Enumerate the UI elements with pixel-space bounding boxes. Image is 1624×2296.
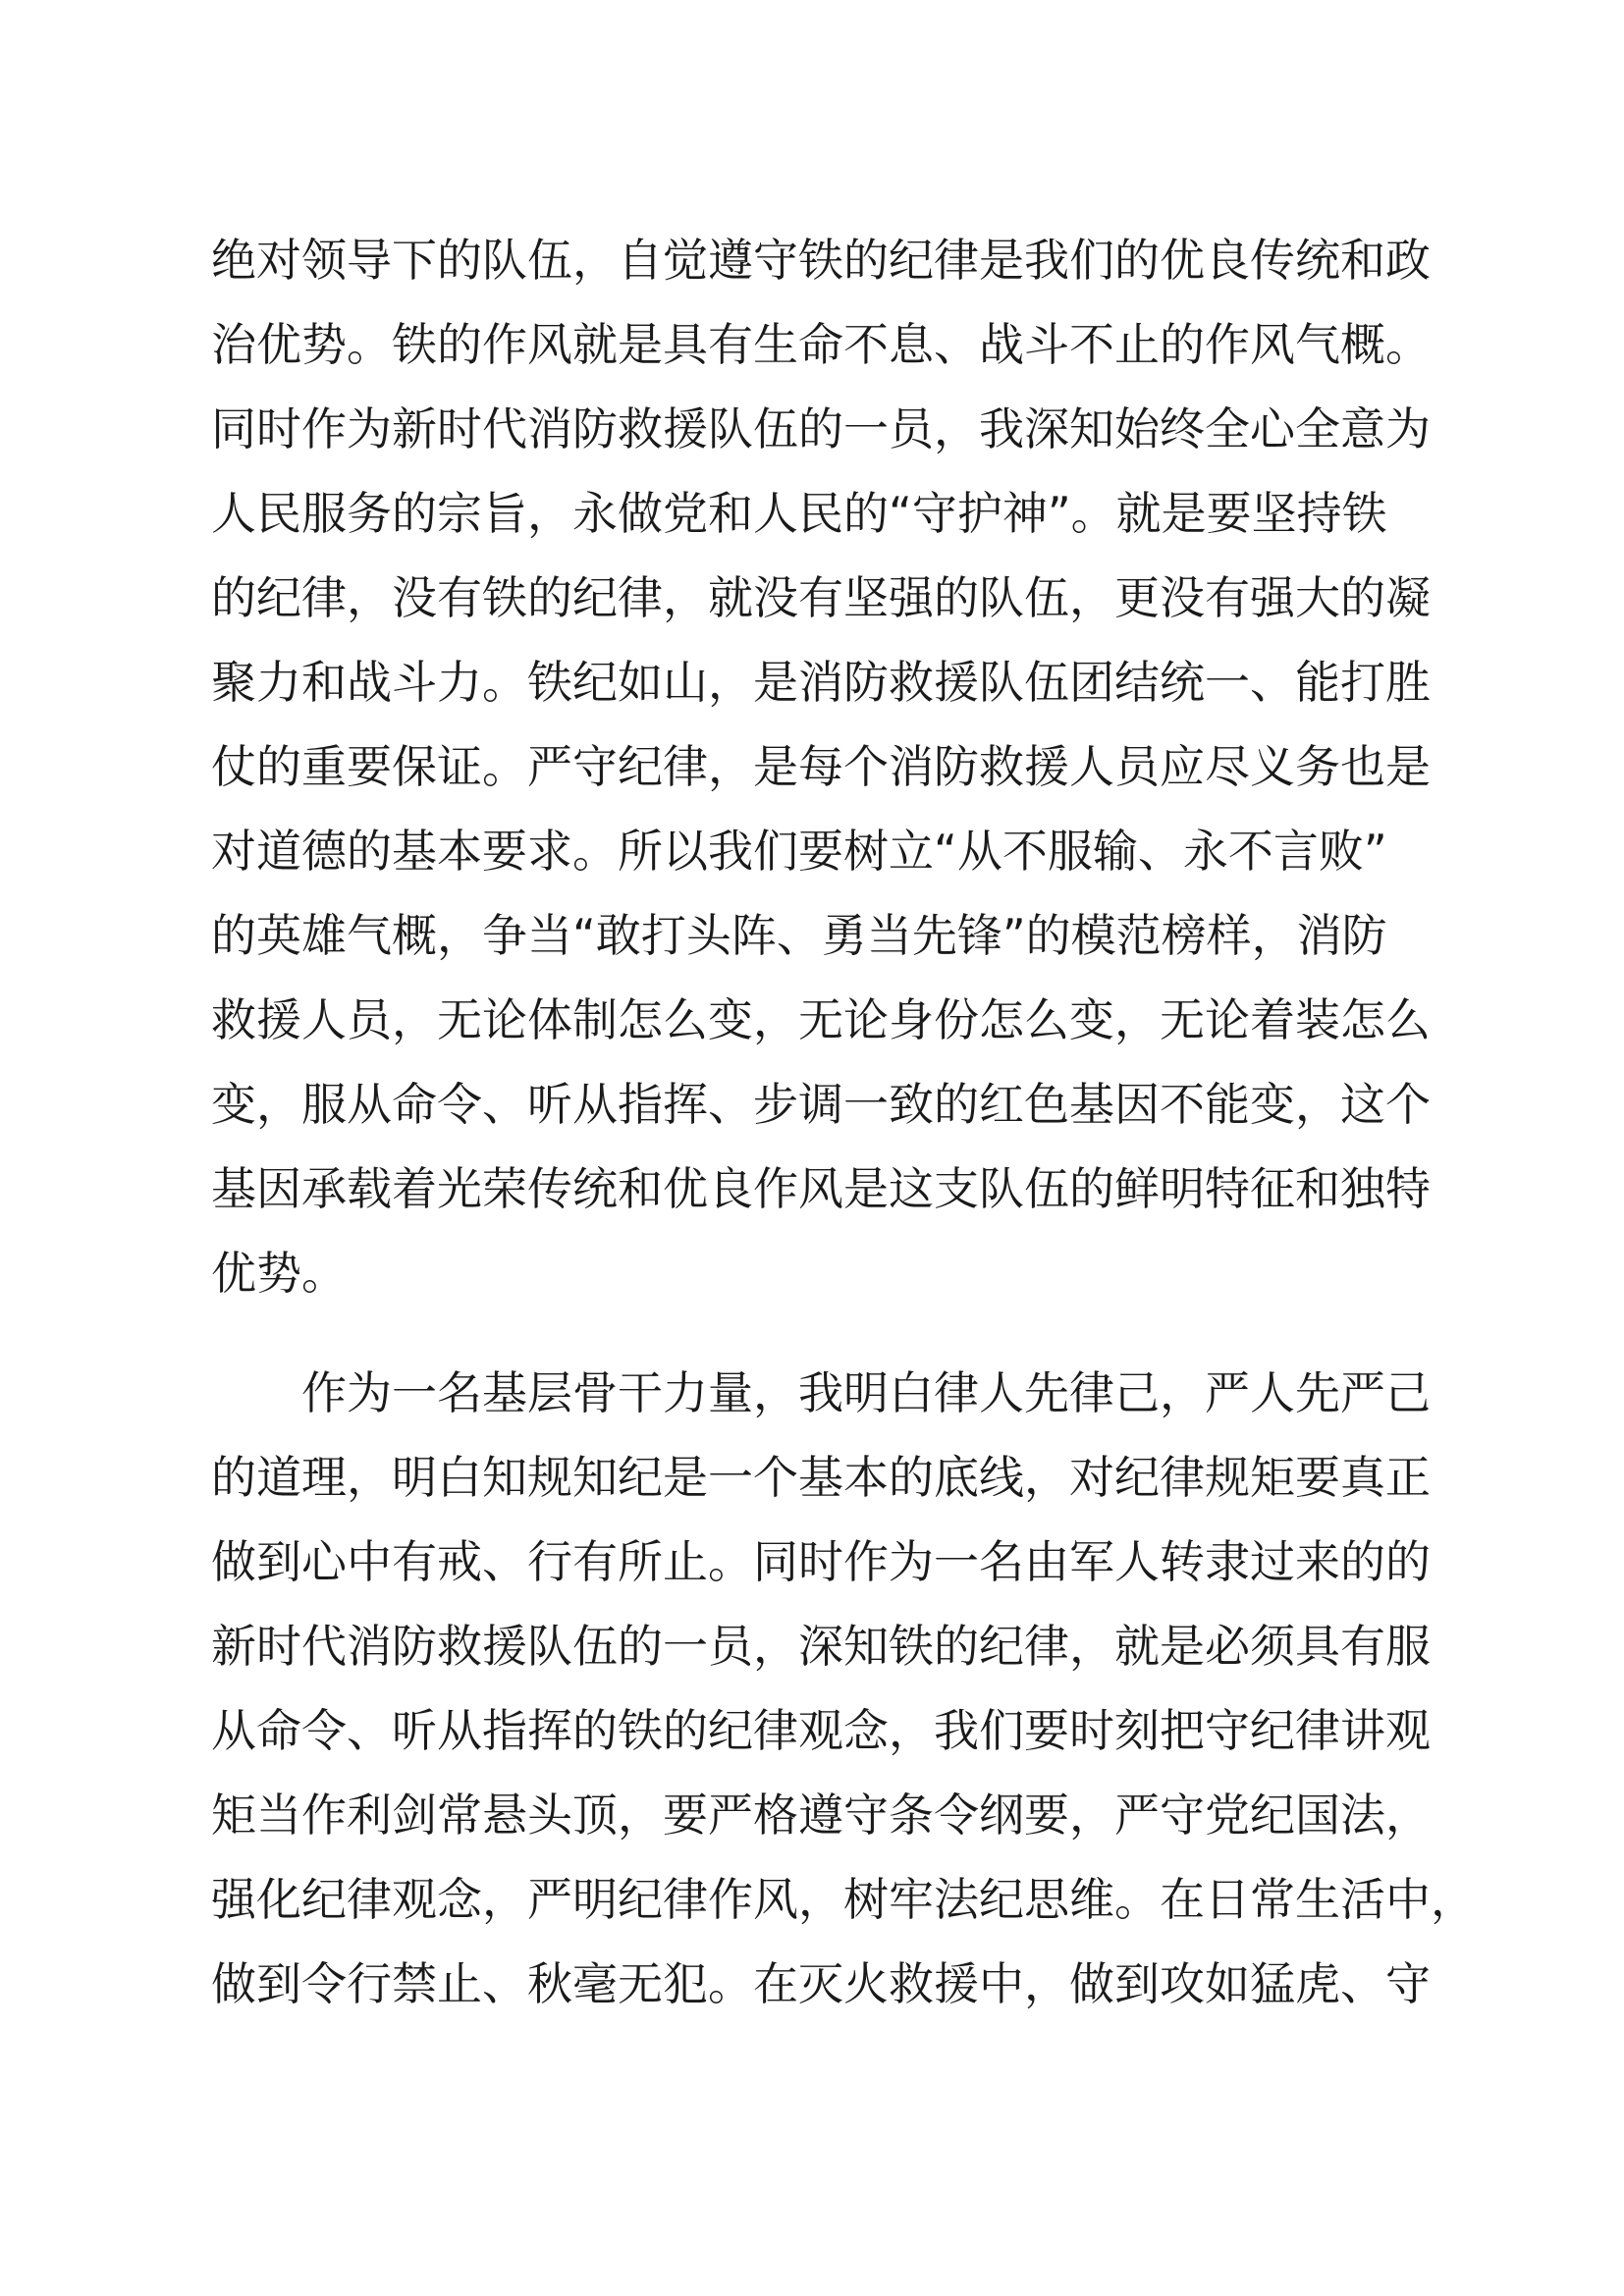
paragraph-2: [211, 1351, 1476, 2026]
text-line: 的英雄气概，争当“敢打头阵、勇当先锋”的模范榜样，消防: [211, 909, 1387, 962]
text-line: 的道理，明白知规知纪是一个基本的底线，对纪律规矩要真正: [211, 1451, 1431, 1504]
text-line: 变，服从命令、听从指挥、步调一致的红色基因不能变，这个: [211, 1078, 1431, 1131]
text-line: 矩当作利剑常悬头顶，要严格遵守条令纲要，严守党纪国法，: [211, 1789, 1431, 1842]
text-line: 聚力和战斗力。铁纪如山，是消防救援队伍团结统一、能打胜: [211, 656, 1431, 709]
text-line: 治优势。铁的作风就是具有生命不息、战斗不止的作风气概。: [211, 318, 1431, 371]
text-line: 强化纪律观念，严明纪律作风，树牢法纪思维。在日常生活中，: [211, 1873, 1476, 1926]
text-line: 从命令、听从指挥的铁的纪律观念，我们要时刻把守纪律讲观: [211, 1704, 1431, 1757]
text-line: 优势。: [211, 1247, 347, 1300]
text-line-indented: 作为一名基层骨干力量，我明白律人先律己，严人先严己: [301, 1366, 1431, 1419]
text-line: 基因承载着光荣传统和优良作风是这支队伍的鲜明特征和独特: [211, 1162, 1431, 1215]
text-line: 新时代消防救援队伍的一员，深知铁的纪律，就是必须具有服: [211, 1620, 1431, 1673]
text-line: 救援人员，无论体制怎么变，无论身份怎么变，无论着装怎么: [211, 993, 1431, 1046]
text-line: 同时作为新时代消防救援队伍的一员，我深知始终全心全意为: [211, 402, 1431, 455]
text-line: 做到心中有戒、行有所止。同时作为一名由军人转隶过来的的: [211, 1535, 1431, 1588]
text-line: 绝对领导下的队伍，自觉遵守铁的纪律是我们的优良传统和政: [211, 234, 1431, 287]
text-line: 的纪律，没有铁的纪律，就没有坚强的队伍，更没有强大的凝: [211, 571, 1431, 624]
text-line: 对道德的基本要求。所以我们要树立“从不服输、永不言败”: [211, 825, 1387, 878]
text-line: 仗的重要保证。严守纪律，是每个消防救援人员应尽义务也是: [211, 740, 1431, 793]
text-line: 人民服务的宗旨，永做党和人民的“守护神”。就是要坚持铁: [211, 487, 1387, 540]
paragraph-1: [211, 218, 1429, 1315]
text-line: 做到令行禁止、秋毫无犯。在灭火救援中，做到攻如猛虎、守: [211, 1957, 1431, 2010]
